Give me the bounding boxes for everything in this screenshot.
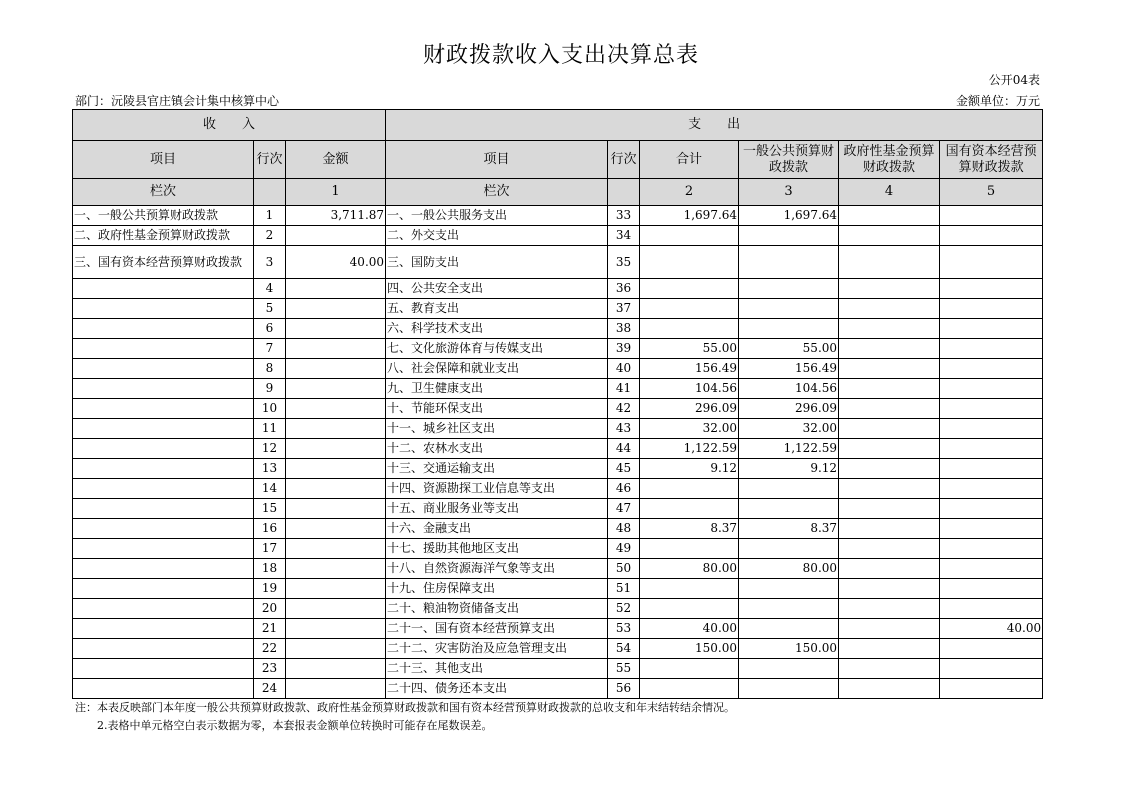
income-amount — [286, 279, 386, 299]
general-budget-amount: 156.49 — [739, 359, 839, 379]
table-row — [73, 206, 1043, 226]
table-row — [73, 399, 1043, 419]
income-row-no: 21 — [254, 619, 286, 639]
income-row-no: 2 — [254, 226, 286, 246]
income-row-no: 20 — [254, 599, 286, 619]
income-amount — [286, 399, 386, 419]
table-row — [73, 339, 1043, 359]
col3-label: 3 — [739, 179, 839, 206]
general-budget-amount — [739, 499, 839, 519]
income-row-no: 16 — [254, 519, 286, 539]
state-capital-amount — [940, 539, 1043, 559]
general-budget-amount: 9.12 — [739, 459, 839, 479]
income-item — [73, 599, 254, 619]
income-row-no: 23 — [254, 659, 286, 679]
total-amount — [640, 226, 739, 246]
income-item: 一、一般公共预算财政拨款 — [73, 206, 254, 226]
income-rowno-blank — [254, 179, 286, 206]
report-title: 财政拨款收入支出决算总表 — [422, 43, 699, 68]
income-item — [73, 279, 254, 299]
income-amount — [286, 499, 386, 519]
general-budget-amount — [739, 299, 839, 319]
expense-row-no: 43 — [608, 419, 640, 439]
total-amount — [640, 679, 739, 699]
income-amount — [286, 479, 386, 499]
gov-fund-amount — [839, 279, 940, 299]
expense-row-no: 44 — [608, 439, 640, 459]
general-budget-amount — [739, 539, 839, 559]
state-capital-amount — [940, 559, 1043, 579]
total-amount — [640, 579, 739, 599]
income-amount: 40.00 — [286, 246, 386, 279]
expense-row-no: 49 — [608, 539, 640, 559]
expense-item: 十三、交通运输支出 — [386, 459, 608, 479]
income-amount — [286, 519, 386, 539]
total-amount: 9.12 — [640, 459, 739, 479]
income-row-no: 1 — [254, 206, 286, 226]
total-amount: 80.00 — [640, 559, 739, 579]
income-item — [73, 379, 254, 399]
income-amount — [286, 359, 386, 379]
table-row — [73, 479, 1043, 499]
state-capital-amount — [940, 479, 1043, 499]
total-amount: 32.00 — [640, 419, 739, 439]
income-item — [73, 539, 254, 559]
gov-fund-header: 政府性基金预算财政拨款 — [839, 141, 940, 179]
income-amount — [286, 639, 386, 659]
income-amount — [286, 226, 386, 246]
income-row-no: 24 — [254, 679, 286, 699]
state-capital-amount — [940, 679, 1043, 699]
general-budget-amount: 104.56 — [739, 379, 839, 399]
income-amount — [286, 599, 386, 619]
general-budget-amount: 1,697.64 — [739, 206, 839, 226]
general-budget-amount — [739, 319, 839, 339]
general-budget-amount: 296.09 — [739, 399, 839, 419]
gov-fund-amount — [839, 519, 940, 539]
state-capital-amount — [940, 599, 1043, 619]
expense-item: 十九、住房保障支出 — [386, 579, 608, 599]
general-budget-amount — [739, 659, 839, 679]
gov-fund-amount — [839, 579, 940, 599]
income-item — [73, 319, 254, 339]
income-item — [73, 419, 254, 439]
income-item — [73, 679, 254, 699]
expense-row-no: 53 — [608, 619, 640, 639]
gov-fund-amount — [839, 479, 940, 499]
gov-fund-amount — [839, 539, 940, 559]
expense-row-no: 41 — [608, 379, 640, 399]
total-amount: 55.00 — [640, 339, 739, 359]
income-amount — [286, 659, 386, 679]
expense-row-no: 50 — [608, 559, 640, 579]
gov-fund-amount — [839, 619, 940, 639]
general-budget-amount — [739, 226, 839, 246]
gov-fund-amount — [839, 499, 940, 519]
income-amount — [286, 459, 386, 479]
gov-fund-amount — [839, 599, 940, 619]
expense-item: 二十三、其他支出 — [386, 659, 608, 679]
state-capital-amount — [940, 399, 1043, 419]
expense-rowno-blank — [608, 179, 640, 206]
total-amount — [640, 539, 739, 559]
expense-row-no: 54 — [608, 639, 640, 659]
col4-label: 4 — [839, 179, 940, 206]
state-capital-header: 国有资本经营预算财政拨款 — [940, 141, 1043, 179]
gov-fund-amount — [839, 439, 940, 459]
state-capital-amount — [940, 659, 1043, 679]
income-row-no: 13 — [254, 459, 286, 479]
form-number: 公开04表 — [988, 73, 1040, 87]
expense-item: 一、一般公共服务支出 — [386, 206, 608, 226]
income-amount — [286, 299, 386, 319]
income-row-no: 15 — [254, 499, 286, 519]
expense-item: 二、外交支出 — [386, 226, 608, 246]
expense-item: 六、科学技术支出 — [386, 319, 608, 339]
gov-fund-amount — [839, 246, 940, 279]
expense-item: 二十、粮油物资储备支出 — [386, 599, 608, 619]
expense-item: 十二、农林水支出 — [386, 439, 608, 459]
expense-item: 十七、援助其他地区支出 — [386, 539, 608, 559]
table-row — [73, 379, 1043, 399]
table-row — [73, 279, 1043, 299]
state-capital-amount — [940, 639, 1043, 659]
income-item — [73, 639, 254, 659]
gov-fund-amount — [839, 659, 940, 679]
gov-fund-amount — [839, 319, 940, 339]
expense-item: 十五、商业服务业等支出 — [386, 499, 608, 519]
income-item — [73, 479, 254, 499]
footnote-1: 注：本表反映部门本年度一般公共预算财政拨款、政府性基金预算财政拨款和国有资本经营预算财政拨款的总收支和年末结转结余情况。 — [75, 701, 735, 714]
state-capital-amount — [940, 206, 1043, 226]
total-amount: 1,697.64 — [640, 206, 739, 226]
gov-fund-amount — [839, 459, 940, 479]
expense-row-no: 52 — [608, 599, 640, 619]
fiscal-appropriation-table — [72, 109, 1043, 699]
income-item — [73, 359, 254, 379]
total-amount: 40.00 — [640, 619, 739, 639]
income-item-header: 项目 — [73, 141, 254, 179]
income-item — [73, 579, 254, 599]
gov-fund-amount — [839, 206, 940, 226]
table-row — [73, 619, 1043, 639]
income-item — [73, 339, 254, 359]
table-row — [73, 539, 1043, 559]
income-item — [73, 559, 254, 579]
income-amount — [286, 419, 386, 439]
income-row-no: 11 — [254, 419, 286, 439]
income-row-no: 7 — [254, 339, 286, 359]
expense-item: 十六、金融支出 — [386, 519, 608, 539]
table-row — [73, 559, 1043, 579]
gov-fund-amount — [839, 399, 940, 419]
total-amount — [640, 319, 739, 339]
income-item — [73, 519, 254, 539]
income-row-no: 12 — [254, 439, 286, 459]
expense-item: 九、卫生健康支出 — [386, 379, 608, 399]
total-amount — [640, 246, 739, 279]
gov-fund-amount — [839, 679, 940, 699]
total-amount — [640, 499, 739, 519]
gov-fund-amount — [839, 639, 940, 659]
expense-row-no: 35 — [608, 246, 640, 279]
table-row — [73, 599, 1043, 619]
expense-row-no: 40 — [608, 359, 640, 379]
income-amount — [286, 439, 386, 459]
expense-item: 二十二、灾害防治及应急管理支出 — [386, 639, 608, 659]
expense-col-label: 栏次 — [386, 179, 608, 206]
department-label: 部门：沅陵县官庄镇会计集中核算中心 — [75, 94, 280, 108]
state-capital-amount — [940, 579, 1043, 599]
table-row — [73, 519, 1043, 539]
general-budget-amount — [739, 579, 839, 599]
income-amount — [286, 679, 386, 699]
table-row — [73, 359, 1043, 379]
table-row — [73, 639, 1043, 659]
expense-row-no: 48 — [608, 519, 640, 539]
general-budget-amount — [739, 619, 839, 639]
gov-fund-amount — [839, 226, 940, 246]
expense-item: 五、教育支出 — [386, 299, 608, 319]
income-row-no: 17 — [254, 539, 286, 559]
table-row — [73, 319, 1043, 339]
table-row — [73, 579, 1043, 599]
general-budget-amount: 1,122.59 — [739, 439, 839, 459]
general-budget-amount: 32.00 — [739, 419, 839, 439]
state-capital-amount — [940, 339, 1043, 359]
expense-row-no: 37 — [608, 299, 640, 319]
state-capital-amount — [940, 319, 1043, 339]
total-amount: 8.37 — [640, 519, 739, 539]
expense-row-no: 42 — [608, 399, 640, 419]
gov-fund-amount — [839, 299, 940, 319]
income-rowno-header: 行次 — [254, 141, 286, 179]
state-capital-amount — [940, 519, 1043, 539]
income-item — [73, 619, 254, 639]
total-amount — [640, 599, 739, 619]
general-budget-amount — [739, 599, 839, 619]
income-amount — [286, 619, 386, 639]
expense-rowno-header: 行次 — [608, 141, 640, 179]
total-amount: 156.49 — [640, 359, 739, 379]
expense-item: 十一、城乡社区支出 — [386, 419, 608, 439]
expense-row-no: 51 — [608, 579, 640, 599]
total-amount: 1,122.59 — [640, 439, 739, 459]
income-amount-header: 金额 — [286, 141, 386, 179]
total-amount: 296.09 — [640, 399, 739, 419]
income-row-no: 6 — [254, 319, 286, 339]
state-capital-amount — [940, 419, 1043, 439]
general-budget-amount: 8.37 — [739, 519, 839, 539]
state-capital-amount — [940, 439, 1043, 459]
expense-row-no: 56 — [608, 679, 640, 699]
gov-fund-amount — [839, 339, 940, 359]
gov-fund-amount — [839, 359, 940, 379]
table-row — [73, 459, 1043, 479]
income-row-no: 5 — [254, 299, 286, 319]
income-item: 二、政府性基金预算财政拨款 — [73, 226, 254, 246]
table-row — [73, 226, 1043, 246]
total-amount: 150.00 — [640, 639, 739, 659]
footnote-2: 2.表格中单元格空白表示数据为零，本套报表金额单位转换时可能存在尾数误差。 — [97, 719, 493, 732]
table-row — [73, 499, 1043, 519]
total-amount — [640, 479, 739, 499]
col1-label: 1 — [286, 179, 386, 206]
general-budget-amount: 55.00 — [739, 339, 839, 359]
income-item — [73, 399, 254, 419]
expense-item: 三、国防支出 — [386, 246, 608, 279]
income-row-no: 10 — [254, 399, 286, 419]
expense-header: 支 出 — [386, 110, 1043, 141]
gov-fund-amount — [839, 419, 940, 439]
income-row-no: 22 — [254, 639, 286, 659]
expense-row-no: 45 — [608, 459, 640, 479]
income-item — [73, 499, 254, 519]
unit-label: 金额单位：万元 — [955, 94, 1040, 108]
table-row — [73, 659, 1043, 679]
income-row-no: 14 — [254, 479, 286, 499]
state-capital-amount — [940, 246, 1043, 279]
total-amount: 104.56 — [640, 379, 739, 399]
header-row-column-numbers — [73, 179, 1043, 206]
state-capital-amount — [940, 279, 1043, 299]
state-capital-amount — [940, 359, 1043, 379]
total-amount — [640, 279, 739, 299]
income-row-no: 9 — [254, 379, 286, 399]
expense-item: 四、公共安全支出 — [386, 279, 608, 299]
income-item: 三、国有资本经营预算财政拨款 — [73, 246, 254, 279]
expense-item: 二十四、债务还本支出 — [386, 679, 608, 699]
income-amount — [286, 319, 386, 339]
expense-row-no: 47 — [608, 499, 640, 519]
expense-item: 十、节能环保支出 — [386, 399, 608, 419]
col2-label: 2 — [640, 179, 739, 206]
expense-row-no: 34 — [608, 226, 640, 246]
gov-fund-amount — [839, 379, 940, 399]
general-budget-amount: 80.00 — [739, 559, 839, 579]
income-amount — [286, 379, 386, 399]
income-amount — [286, 539, 386, 559]
state-capital-amount — [940, 299, 1043, 319]
income-amount — [286, 559, 386, 579]
income-amount — [286, 579, 386, 599]
income-item — [73, 659, 254, 679]
gov-fund-amount — [839, 559, 940, 579]
header-row-sections — [73, 110, 1043, 141]
expense-item-header: 项目 — [386, 141, 608, 179]
income-item — [73, 439, 254, 459]
expense-row-no: 46 — [608, 479, 640, 499]
expense-item: 七、文化旅游体育与传媒支出 — [386, 339, 608, 359]
state-capital-amount — [940, 379, 1043, 399]
state-capital-amount — [940, 226, 1043, 246]
expense-row-no: 55 — [608, 659, 640, 679]
state-capital-amount — [940, 499, 1043, 519]
income-header: 收 入 — [73, 110, 386, 141]
total-header: 合计 — [640, 141, 739, 179]
income-row-no: 4 — [254, 279, 286, 299]
table-row — [73, 299, 1043, 319]
expense-item: 十四、资源勘探工业信息等支出 — [386, 479, 608, 499]
income-item — [73, 459, 254, 479]
income-row-no: 19 — [254, 579, 286, 599]
state-capital-amount — [940, 459, 1043, 479]
income-row-no: 8 — [254, 359, 286, 379]
state-capital-amount: 40.00 — [940, 619, 1043, 639]
income-amount — [286, 339, 386, 359]
expense-row-no: 36 — [608, 279, 640, 299]
expense-item: 八、社会保障和就业支出 — [386, 359, 608, 379]
total-amount — [640, 659, 739, 679]
income-row-no: 18 — [254, 559, 286, 579]
general-budget-amount: 150.00 — [739, 639, 839, 659]
col5-label: 5 — [940, 179, 1043, 206]
general-budget-header: 一般公共预算财政拨款 — [739, 141, 839, 179]
income-amount: 3,711.87 — [286, 206, 386, 226]
general-budget-amount — [739, 679, 839, 699]
expense-row-no: 33 — [608, 206, 640, 226]
total-amount — [640, 299, 739, 319]
table-row — [73, 419, 1043, 439]
income-col-label: 栏次 — [73, 179, 254, 206]
general-budget-amount — [739, 246, 839, 279]
expense-row-no: 38 — [608, 319, 640, 339]
expense-row-no: 39 — [608, 339, 640, 359]
expense-item: 二十一、国有资本经营预算支出 — [386, 619, 608, 639]
table-row — [73, 246, 1043, 279]
general-budget-amount — [739, 279, 839, 299]
table-row — [73, 439, 1043, 459]
income-row-no: 3 — [254, 246, 286, 279]
expense-item: 十八、自然资源海洋气象等支出 — [386, 559, 608, 579]
income-item — [73, 299, 254, 319]
header-row-columns — [73, 141, 1043, 179]
table-row — [73, 679, 1043, 699]
general-budget-amount — [739, 479, 839, 499]
